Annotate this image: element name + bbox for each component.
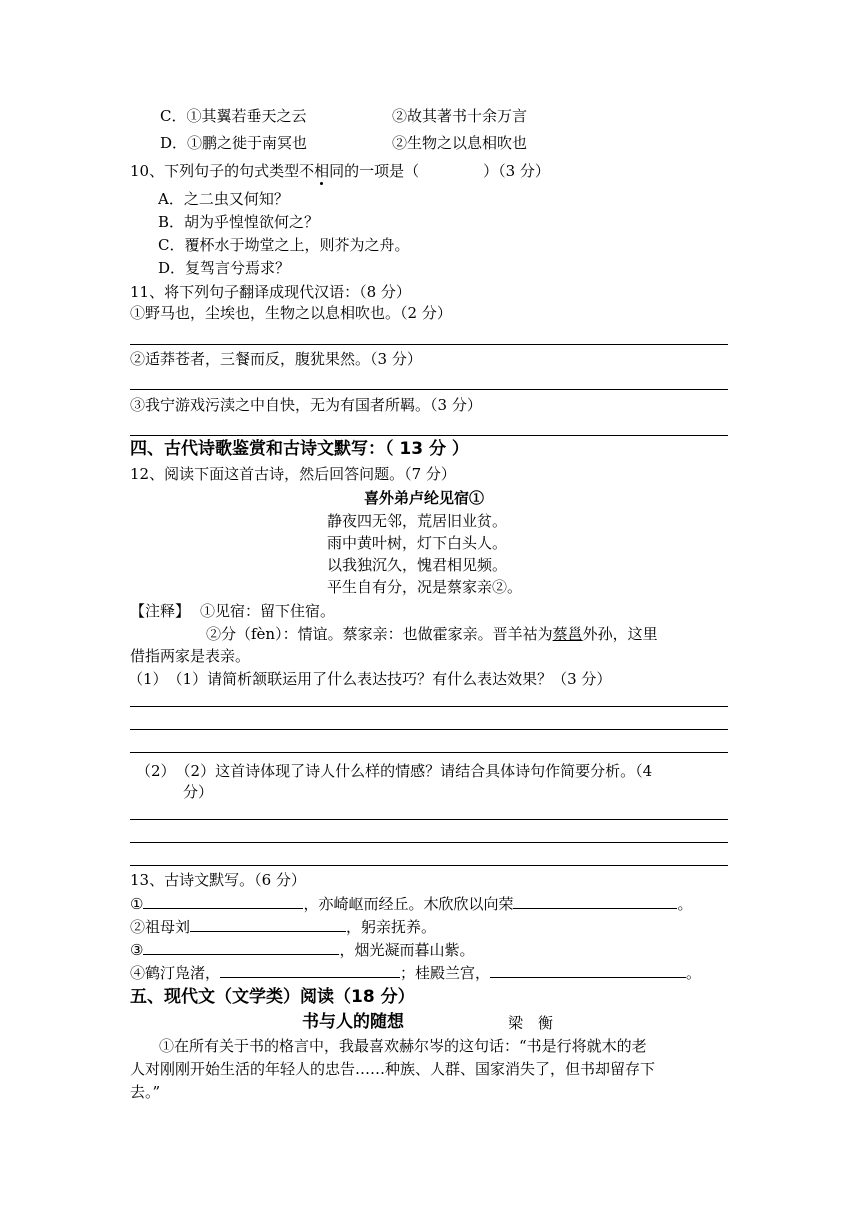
q13-line-1: ① ，亦崎岖而经丘。木欣欣以向荣 。 <box>130 895 693 913</box>
poem-line-1: 静夜四无邻，荒居旧业贫。 <box>327 512 508 530</box>
q10-stem: 10、下列句子的句式类型不相同的一项是（ ）（3 分） <box>130 162 550 180</box>
article-paragraph-1-line-1: ①在所有关于书的格言中，我最喜欢赫尔岑的这句话：“书是行将就木的老 <box>159 1037 647 1055</box>
fill-blank[interactable] <box>220 963 400 978</box>
note-2-cont: 借指两家是表亲。 <box>130 647 251 665</box>
q9-option-c-right: ②故其著书十余万言 <box>392 107 528 125</box>
answer-line[interactable] <box>130 344 728 345</box>
article-author: 梁 衡 <box>508 1014 554 1032</box>
fill-blank[interactable] <box>513 894 677 909</box>
q9-option-d-right: ②生物之以息相吹也 <box>392 134 528 152</box>
q10-emphasis: 不相同 <box>299 162 345 180</box>
q11-stem: 11、将下列句子翻译成现代汉语：（8 分） <box>130 283 411 301</box>
note-2: ②分（fèn）：情谊。蔡家亲：也做霍家亲。晋羊祜为蔡邕外孙，这里 <box>206 625 658 643</box>
fill-blank[interactable] <box>190 917 346 932</box>
q9-option-c-left: C．①其翼若垂天之云 <box>160 107 307 125</box>
poem-line-3: 以我独沉久，愧君相见频。 <box>327 556 508 574</box>
answer-line[interactable] <box>130 706 728 707</box>
answer-line[interactable] <box>130 389 728 390</box>
q10-option-a: A．之二虫又何知？ <box>158 190 289 208</box>
q10-option-d: D．复驾言兮焉求？ <box>158 259 291 277</box>
q11-item-3: ③我宁游戏污渎之中自快，无为有国者所羁。（3 分） <box>130 396 482 414</box>
article-paragraph-1-line-3: 去。” <box>130 1083 161 1101</box>
q12-sub-question-2: （2） （2）这首诗体现了诗人什么样的情感？请结合具体诗句作简要分析。（4 <box>136 762 653 780</box>
q13-line-2: ②祖母刘 ，躬亲抚养。 <box>130 918 437 936</box>
q11-item-2: ②适莽苍者，三餐而反，腹犹果然。（3 分） <box>130 350 422 368</box>
note-label: 【注释】 <box>130 602 191 620</box>
underlined-name: 蔡邕 <box>552 625 583 643</box>
q11-item-1: ①野马也，尘埃也，生物之以息相吹也。（2 分） <box>130 304 452 322</box>
q12-stem: 12、阅读下面这首古诗，然后回答问题。（7 分） <box>130 465 456 483</box>
answer-line[interactable] <box>130 729 728 730</box>
q10-option-b: B．胡为乎惶惶欲何之？ <box>158 213 320 231</box>
fill-blank[interactable] <box>143 940 339 955</box>
poem-title: 喜外弟卢纶见宿① <box>364 489 485 507</box>
q13-line-4: ④鹤汀凫渚， ；桂殿兰宫， 。 <box>130 964 702 982</box>
article-title: 书与人的随想 <box>302 1012 404 1032</box>
q10-option-c: C．覆杯水于坳堂之上，则芥为之舟。 <box>158 236 410 254</box>
fill-blank[interactable] <box>490 963 686 978</box>
section-5-heading: 五、现代文（文学类）阅读（18 分） <box>130 987 415 1007</box>
q12-sub-question-1: （1） （1）请简析颔联运用了什么表达技巧？有什么表达效果？（3 分） <box>128 670 612 688</box>
answer-line[interactable] <box>130 752 728 753</box>
answer-line[interactable] <box>130 842 728 843</box>
answer-line[interactable] <box>130 865 728 866</box>
poem-line-4: 平生自有分，况是蔡家亲②。 <box>327 578 523 596</box>
q13-stem: 13、古诗文默写。（6 分） <box>130 871 306 889</box>
q12-sub-question-2-cont: 分） <box>183 783 214 801</box>
poem-line-2: 雨中黄叶树，灯下白头人。 <box>327 534 508 552</box>
article-paragraph-1-line-2: 人对刚刚开始生活的年轻人的忠告……种族、人群、国家消失了，但书却留存下 <box>130 1060 656 1078</box>
answer-line[interactable] <box>130 435 728 436</box>
fill-blank[interactable] <box>143 894 303 909</box>
answer-line[interactable] <box>130 819 728 820</box>
note-1: 【注释】 ①见宿：留下住宿。 <box>130 602 336 620</box>
q9-option-d-left: D．①鹏之徙于南冥也 <box>160 134 308 152</box>
q13-line-3: ③ ，烟光凝而暮山紫。 <box>130 941 475 959</box>
section-4-heading: 四、古代诗歌鉴赏和古诗文默写：（ 13 分 ） <box>130 439 469 459</box>
